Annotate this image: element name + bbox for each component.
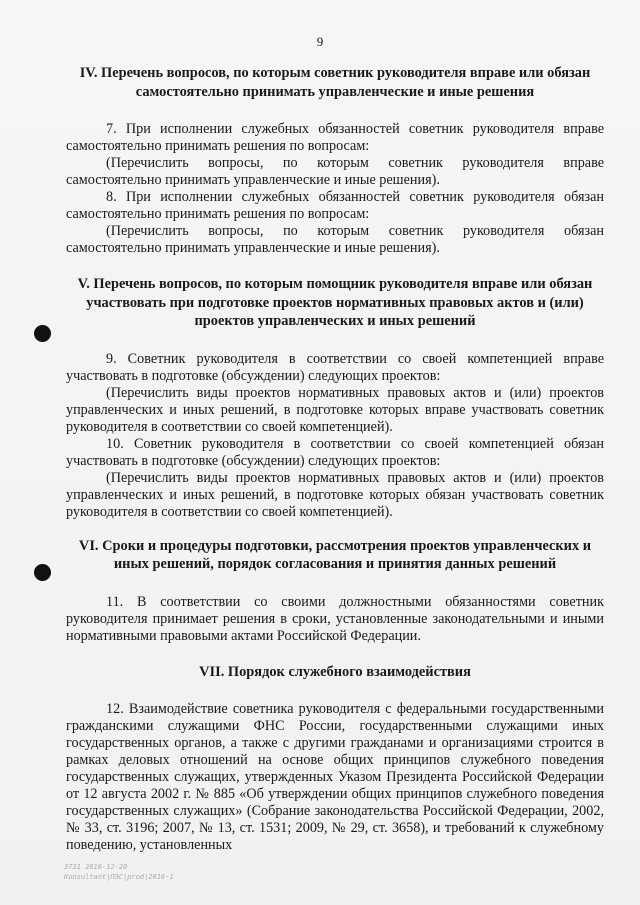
- paragraph-9-note: (Перечислить виды проектов нормативных правовых актов и (или) проектов управленческих и иных решений, в подготовке которых вправе участвовать советник руководителя в соответствии со своей компетенцией).: [66, 384, 604, 435]
- section-heading-iv: IV. Перечень вопросов, по которым советник руководителя вправе или обязан самостоятельно принимать управленческие и иные решения: [79, 65, 591, 100]
- paragraph-11: 11. В соответствии со своими должностными обязанностями советник руководителя принимает решения в сроки, установленные законодательными и иными нормативными правовыми актами Российской Федерации.: [66, 593, 604, 644]
- punch-hole-upper: [34, 325, 51, 342]
- paragraph-12: 12. Взаимодействие советника руководителя с федеральными государственными гражданскими служащими ФНС России, государственными служащими иных государственных органов, а также с другими гражданами и организациями строится в рамках деловых отношений на основе общих принципов служебного поведения государственных служащих, утвержденных Указом Президента Российской Федерации от 12 августа 2002 г. № 885 «Об утверждении общих принципов служебного поведения государственных служащих» (Собрание законодательства Российской Федерации, 2002, № 33, ст. 3196; 2007, № 13, ст. 1531; 2009, № 29, ст. 3658), и требований к служебному поведению, установленных: [66, 701, 604, 853]
- punch-hole-lower: [34, 564, 51, 581]
- paragraph-9: 9. Советник руководителя в соответствии со своей компетенцией вправе участвовать в подготовке (обсуждении) следующих проектов:: [66, 350, 604, 384]
- footer-stamp-line-1: 3731 2016-12-20: [64, 863, 128, 871]
- section-heading-vii: VII. Порядок служебного взаимодействия: [199, 663, 471, 680]
- section-heading-vi: VI. Сроки и процедуры подготовки, рассмотрения проектов управленческих и иных решений, порядок согласования и принятия данных решений: [78, 537, 592, 572]
- paragraph-7-note: (Перечислить вопросы, по которым советник руководителя вправе самостоятельно принимать управленческие и иные решения).: [66, 155, 604, 188]
- footer-stamp-line-2: Konsultant|ПЭС|prod|2016-1: [64, 873, 174, 881]
- paragraph-8: 8. При исполнении служебных обязанностей советник руководителя обязан самостоятельно принимать решения по вопросам:: [66, 189, 604, 222]
- document-body: [66, 64, 604, 854]
- page-number: 9: [316, 34, 324, 49]
- paragraph-7: 7. При исполнении служебных обязанностей советник руководителя вправе самостоятельно принимать решения по вопросам:: [66, 121, 604, 154]
- section-heading-v: V. Перечень вопросов, по которым помощник руководителя вправе или обязан участвовать при подготовке проектов нормативных правовых актов и (или) проектов управленческих и иных решений: [77, 276, 593, 329]
- paragraph-10-note: (Перечислить виды проектов нормативных правовых актов и (или) проектов управленческих и иных решений, в подготовке которых обязан участвовать советник руководителя в соответствии со своей компетенцией).: [66, 469, 604, 520]
- paragraph-8-note: (Перечислить вопросы, по которым советник руководителя обязан самостоятельно принимать управленческие и иные решения).: [66, 223, 604, 256]
- paragraph-10: 10. Советник руководителя в соответствии со своей компетенцией обязан участвовать в подготовке (обсуждении) следующих проектов:: [66, 435, 604, 469]
